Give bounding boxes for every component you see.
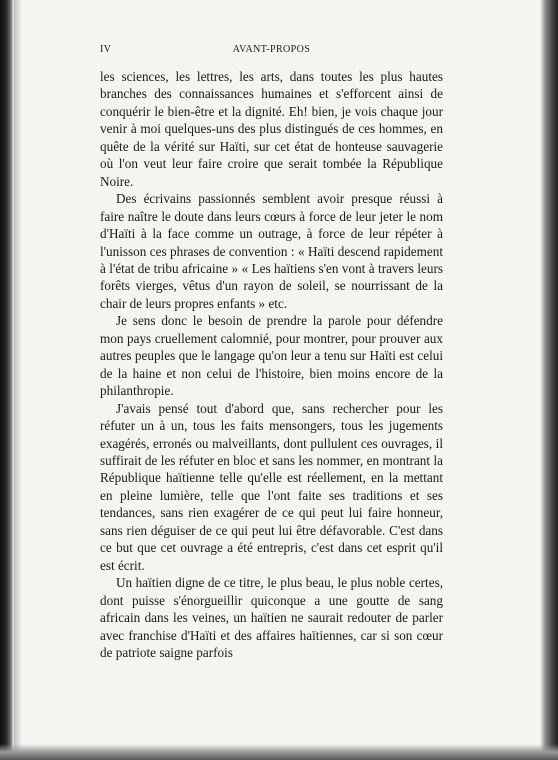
paragraph: Un haïtien digne de ce titre, le plus beau, le plus noble certes, dont puisse s'énorgueillir quiconque a une goutte de sang africain dans les veines, un haïtien ne saurait redouter de parler avec franchise d'Haïti et des affaires haïtiennes, car si son cœur de patriote saigne parfois: [100, 575, 443, 660]
paragraph: Des écrivains passionnés semblent avoir presque réussi à faire naître le doute dans leurs cœurs à force de leur jeter le nom d'Haïti à la face comme un outrage, à force de leur répéter à l'unisson ces phrases de convention : « Haïti descend rapidement à l'état de tribu africaine » « Les haïtiens s'en vont à travers leurs forêts vierges, vêtus d'un rayon de soleil, se nourrissant de la chair de leurs propres enfants » etc.: [100, 191, 443, 311]
scan-shadow-bottom: [0, 744, 558, 760]
page-body: [100, 68, 443, 661]
paragraph: les sciences, les lettres, les arts, dans toutes les plus hautes branches des connaissances humaines et s'efforcent ainsi de conquérir le bien-être et la dignité. Eh! bien, je vois chaque jour venir à moi quelques-uns des plus distingués de ces hommes, en quête de la vérité sur Haïti, sur cet état de honteuse sauvagerie où l'on veut leur faire croire que serait tombée la République Noire.: [100, 69, 443, 189]
running-head: AVANT-PROPOS: [232, 44, 311, 55]
paragraph: Je sens donc le besoin de prendre la parole pour défendre mon pays cruellement calomnié, pour montrer, pour prouver aux autres peuples que le langage qu'on leur a tenu sur Haïti est celui de la haine et non celui de l'histoire, bien moins encore de la philanthropie.: [100, 313, 443, 399]
book-page: [100, 44, 443, 661]
scan-shadow-right: [540, 0, 558, 760]
paragraph: J'avais pensé tout d'abord que, sans rechercher pour les réfuter un à un, tous les faits mensongers, tous les jugements exagérés, erronés ou malveillants, dont pullulent ces ouvrages, il suffirait de les réfuter en bloc et sans les nommer, en montrant la République haïtienne telle qu'elle est réellement, en la mettant en pleine lumière, telle que l'ont faite ses traditions et ses tendances, sans rien exagérer de ce qui peut lui faire honneur, sans rien déguiser de ce qui peut lui être défavorable. C'est dans ce but que cet ouvrage a été entrepris, c'est dans cet esprit qu'il est écrit.: [100, 400, 443, 573]
scan-shadow-left: [0, 0, 14, 760]
page-header: [100, 44, 443, 62]
page-number: IV: [100, 44, 112, 55]
scan-gutter-shadow: [14, 0, 22, 760]
